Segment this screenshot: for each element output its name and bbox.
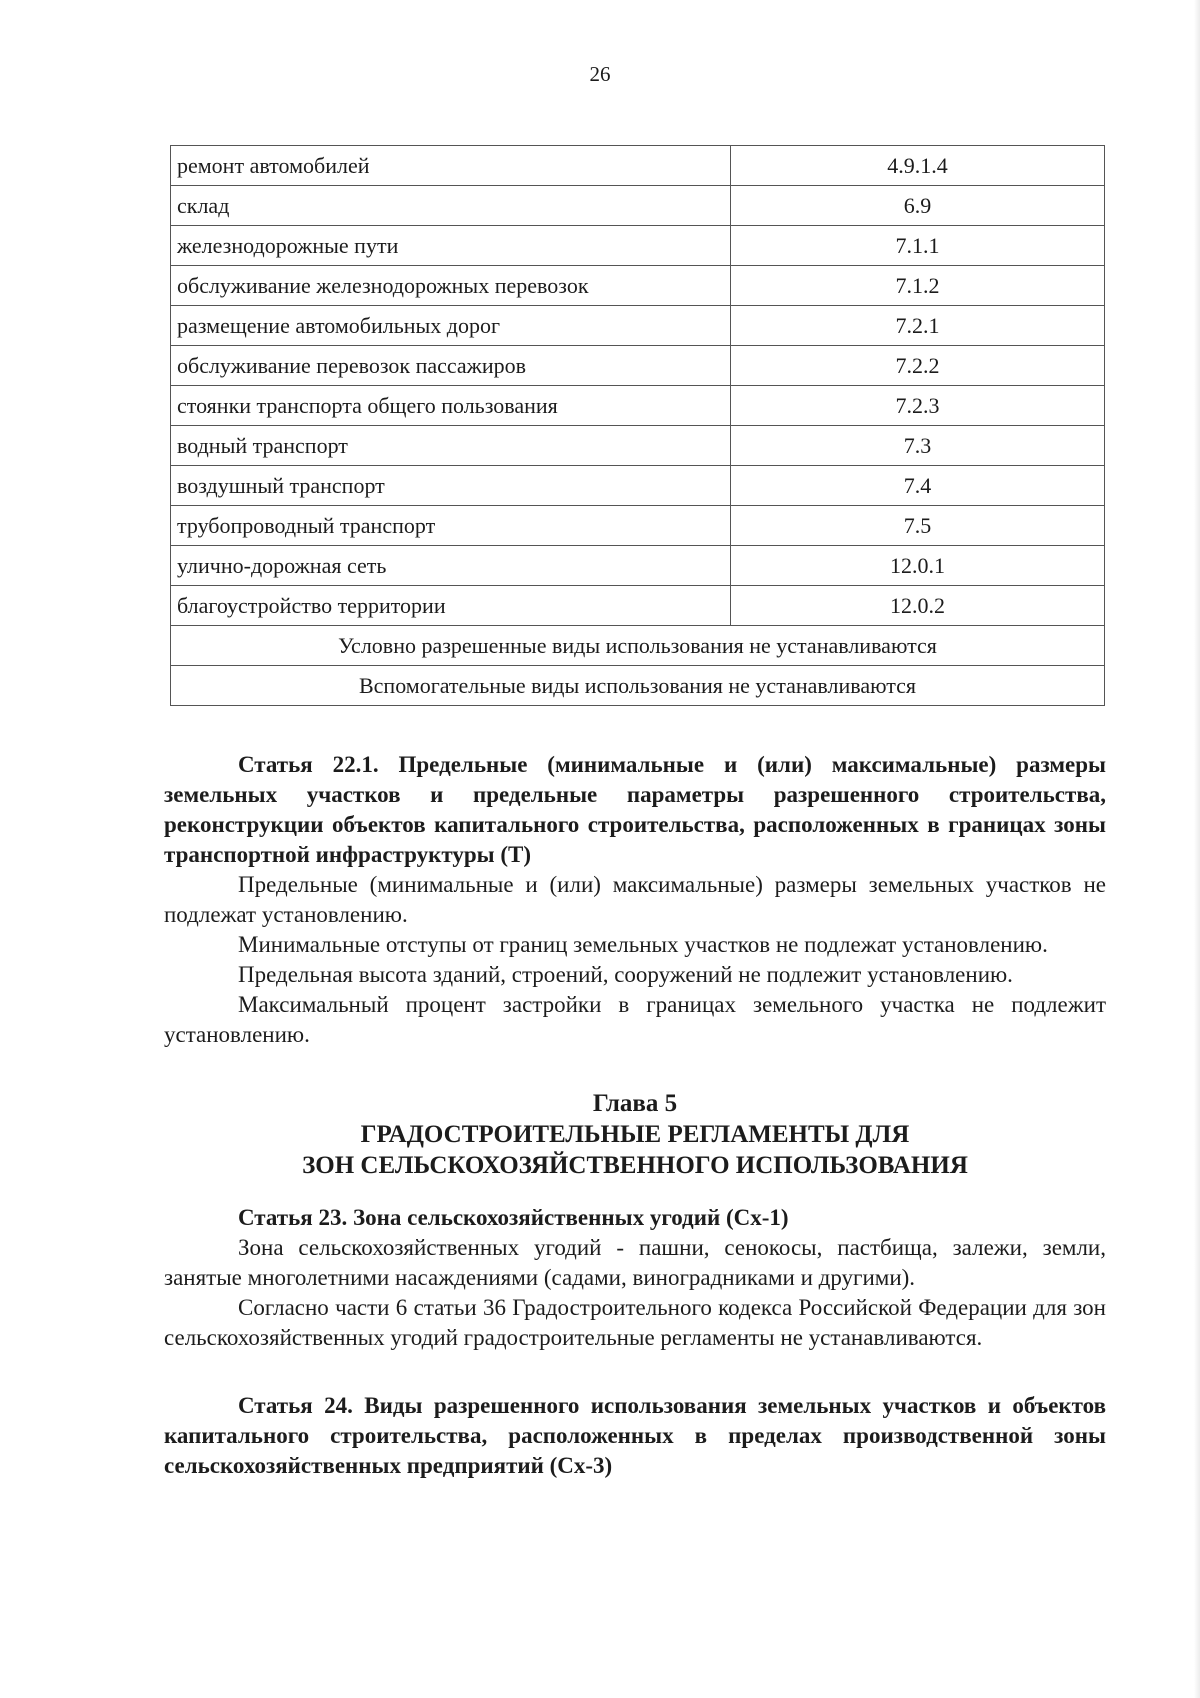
table-row-conditional bbox=[171, 626, 1105, 666]
use-code: 6.9 bbox=[731, 186, 1105, 226]
chapter-label: Глава 5 bbox=[592, 1090, 678, 1117]
table-row bbox=[171, 466, 1105, 506]
use-name: улично-дорожная сеть bbox=[171, 546, 731, 586]
article-22-1-heading: Статья 22.1. Предельные (минимальные и (или) максимальные) размеры земельных участков и предельные параметры разрешенного строительства, реконструкции объектов капитального строительства, расположенных в границах зоны транспортной инфраструктуры (Т) bbox=[164, 752, 1106, 867]
page-number: 26 bbox=[589, 62, 611, 86]
auxiliary-uses-note: Вспомогательные виды использования не устанавливаются bbox=[171, 666, 1105, 706]
article-23-heading: Статья 23. Зона сельскохозяйственных угодий (Сх-1) bbox=[238, 1205, 789, 1230]
article-22-1-paragraph: Максимальный процент застройки в границах земельного участка не подлежит установлению. bbox=[164, 992, 1106, 1047]
chapter-title-line-2: ЗОН СЕЛЬСКОХОЗЯЙСТВЕННОГО ИСПОЛЬЗОВАНИЯ bbox=[302, 1152, 968, 1179]
spacer bbox=[164, 1353, 1106, 1391]
table-row bbox=[171, 146, 1105, 186]
document-body bbox=[164, 750, 1106, 1481]
use-code: 7.1.1 bbox=[731, 226, 1105, 266]
spacer bbox=[164, 1050, 1106, 1088]
use-name: железнодорожные пути bbox=[171, 226, 731, 266]
table-row bbox=[171, 586, 1105, 626]
table-row bbox=[171, 426, 1105, 466]
use-name: обслуживание железнодорожных перевозок bbox=[171, 266, 731, 306]
use-name: ремонт автомобилей bbox=[171, 146, 731, 186]
table-row bbox=[171, 226, 1105, 266]
page-edge-shadow bbox=[1194, 0, 1200, 1698]
table-row-auxiliary bbox=[171, 666, 1105, 706]
use-name: трубопроводный транспорт bbox=[171, 506, 731, 546]
use-name: размещение автомобильных дорог bbox=[171, 306, 731, 346]
use-code: 12.0.1 bbox=[731, 546, 1105, 586]
use-name: благоустройство территории bbox=[171, 586, 731, 626]
article-23-paragraph: Зона сельскохозяйственных угодий - пашни, сенокосы, пастбища, залежи, земли, занятые многолетними насаждениями (садами, виноградниками и другими). bbox=[164, 1235, 1106, 1290]
article-22-1-paragraph: Предельная высота зданий, строений, сооружений не подлежит установлению. bbox=[238, 962, 1013, 987]
use-name: обслуживание перевозок пассажиров bbox=[171, 346, 731, 386]
use-code: 7.3 bbox=[731, 426, 1105, 466]
table-row bbox=[171, 266, 1105, 306]
article-23-paragraph: Согласно части 6 статьи 36 Градостроительного кодекса Российской Федерации для зон сельскохозяйственных угодий градостроительные регламенты не устанавливаются. bbox=[164, 1295, 1106, 1350]
use-name: водный транспорт bbox=[171, 426, 731, 466]
conditional-uses-note: Условно разрешенные виды использования не устанавливаются bbox=[171, 626, 1105, 666]
table-row bbox=[171, 546, 1105, 586]
land-use-table bbox=[170, 145, 1105, 706]
use-code: 7.2.1 bbox=[731, 306, 1105, 346]
use-code: 4.9.1.4 bbox=[731, 146, 1105, 186]
use-code: 7.2.2 bbox=[731, 346, 1105, 386]
use-code: 7.4 bbox=[731, 466, 1105, 506]
table-row bbox=[171, 306, 1105, 346]
table-row bbox=[171, 386, 1105, 426]
spacer bbox=[164, 1181, 1106, 1203]
use-code: 12.0.2 bbox=[731, 586, 1105, 626]
use-name: склад bbox=[171, 186, 731, 226]
table-row bbox=[171, 186, 1105, 226]
use-code: 7.1.2 bbox=[731, 266, 1105, 306]
table-row bbox=[171, 346, 1105, 386]
use-code: 7.5 bbox=[731, 506, 1105, 546]
chapter-title-line-1: ГРАДОСТРОИТЕЛЬНЫЕ РЕГЛАМЕНТЫ ДЛЯ bbox=[360, 1121, 910, 1148]
article-24-heading: Статья 24. Виды разрешенного использования земельных участков и объектов капитального строительства, расположенных в пределах производственной зоны сельскохозяйственных предприятий (Сх-3) bbox=[164, 1393, 1106, 1478]
use-name: стоянки транспорта общего пользования bbox=[171, 386, 731, 426]
use-code: 7.2.3 bbox=[731, 386, 1105, 426]
table-row bbox=[171, 506, 1105, 546]
article-22-1-paragraph: Минимальные отступы от границ земельных участков не подлежат установлению. bbox=[238, 932, 1048, 957]
article-22-1-paragraph: Предельные (минимальные и (или) максимальные) размеры земельных участков не подлежат установлению. bbox=[164, 872, 1106, 927]
use-name: воздушный транспорт bbox=[171, 466, 731, 506]
